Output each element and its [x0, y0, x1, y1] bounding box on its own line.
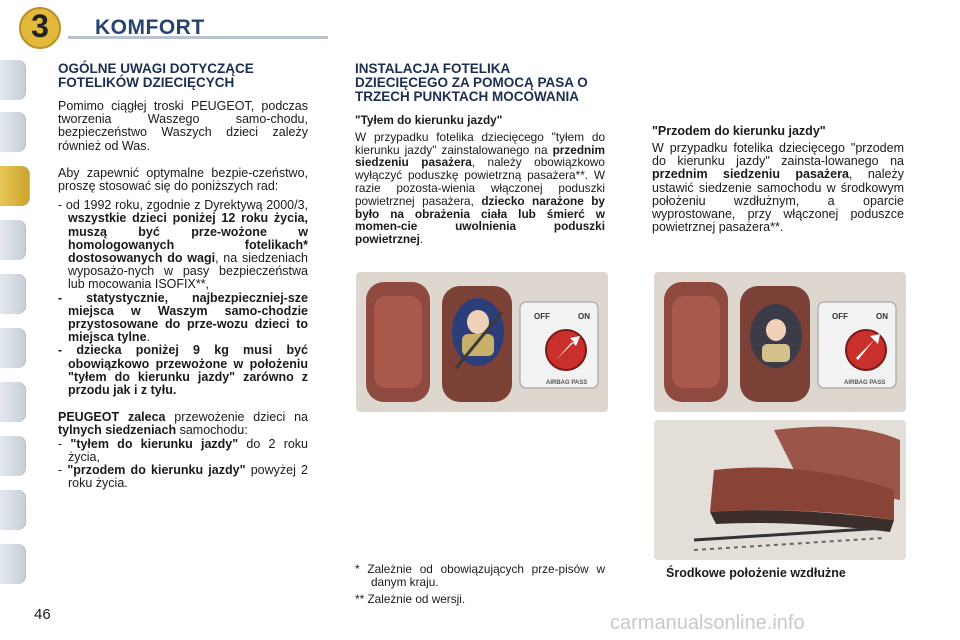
forward-facing-paragraph: W przypadku fotelika dziecięcego "przodem do kierunku jazdy" zainsta-lowanego na przednim siedzeniu pasażera, należy ustawić siedzenie samochodu w środkowym położeniu wzdłużnym, a oparcie wyprostowane, przy włączonej poduszce powietrznej pasażera**. — [652, 141, 904, 235]
footnotes — [355, 563, 605, 605]
chapter-title: KOMFORT — [95, 16, 205, 39]
switch-small-label-2: AIRBAG PASS — [844, 380, 886, 386]
chapter-tab-1[interactable] — [0, 60, 26, 100]
chapter-tab-4[interactable] — [0, 220, 26, 260]
subheading-forward-facing: "Przodem do kierunku jazdy" — [652, 124, 826, 138]
left-column — [58, 62, 308, 490]
middle-column — [355, 62, 605, 246]
watermark: carmanualsonline.info — [610, 612, 805, 634]
subheading-rear-facing: "Tyłem do kierunku jazdy" — [355, 113, 503, 127]
recommendation-rear-facing: - "tyłem do kierunku jazdy" do 2 roku życia, — [58, 436, 309, 464]
bullet-safest-seats: - statystycznie, najbezpieczniej-sze miejsca w Waszym samo-chodzie przystosowane do prze-wozu dzieci to miejsca tylne. — [58, 290, 308, 345]
chapter-tab-7[interactable] — [0, 382, 26, 422]
right-column — [652, 124, 904, 234]
chapter-number: 3 — [31, 8, 49, 44]
chapter-tab-6[interactable] — [0, 328, 26, 368]
seat-position-caption: Środkowe położenie wzdłużne — [666, 566, 846, 580]
intro-paragraph: Pomimo ciągłej troski PEUGEOT, podczas tworzenia Waszego samo-chodu, bezpieczeństwo Waszych dzieci zależy również od Was. — [58, 99, 308, 153]
chapter-tab-9[interactable] — [0, 490, 26, 530]
advice-paragraph: Aby zapewnić optymalne bezpie-czeństwo, proszę stosować się do poniższych rad: — [58, 165, 308, 194]
chapter-tab-8[interactable] — [0, 436, 26, 476]
switch-off-label-2: OFF — [832, 312, 848, 321]
switch-small-label-1: AIRBAG PASS — [546, 380, 588, 386]
chapter-tab-2[interactable] — [0, 112, 26, 152]
page-header — [0, 0, 960, 44]
airbag-switch-on-icon — [834, 322, 898, 376]
section-heading-general: OGÓLNE UWAGI DOTYCZĄCE FOTELIKÓW DZIECIĘCYCH — [58, 61, 254, 90]
switch-on-label-1: ON — [578, 312, 590, 321]
chapter-tab-10[interactable] — [0, 544, 26, 584]
switch-on-label-2: ON — [876, 312, 888, 321]
bullet-under-9kg: - dziecka poniżej 9 kg musi być obowiązkowo przewożone w położeniu "tyłem do kierunku jazdy" zarówno z przodu jak i z tyłu. — [58, 343, 308, 398]
section-heading-installation: INSTALACJA FOTELIKA DZIECIĘCEGO ZA POMOCĄ PASA O TRZECH PUNKTACH MOCOWANIA — [355, 61, 588, 104]
chapter-tab-5[interactable] — [0, 274, 26, 314]
footnote-1: * Zależnie od obowiązujących prze-pisów w danym kraju. — [355, 562, 605, 589]
seat-rail-photo — [654, 420, 906, 560]
rear-facing-paragraph: W przypadku fotelika dziecięcego "tyłem do kierunku jazdy" zainstalowanego na przednim siedzeniu pasażera, należy obowiązkowo wyłączyć poduszkę powietrzną pasażera**. W razie pozosta-wienia włączonej poduszki powietrznej pasażera, dziecko narażone by było na obrażenia ciała lub śmierć w momen-cie uwolnienia poduszki powietrznej. — [355, 129, 605, 247]
recommendation-paragraph: PEUGEOT zaleca przewożenie dzieci na tylnych siedzeniach samochodu: — [58, 410, 308, 438]
chapter-tab-3-active[interactable] — [0, 166, 30, 206]
footnote-2: ** Zależnie od wersji. — [355, 591, 466, 606]
bullet-directive: - od 1992 roku, zgodnie z Dyrektywą 2000/3, wszystkie dzieci poniżej 12 roku życia, muszą być prze-wożone w homologowanych fotelikach* dostosowanych do wagi, na siedzeniach wyposażo-nych w pasy bezpieczeństwa lub mocowania ISOFIX**, — [58, 198, 308, 292]
chapter-tabs — [0, 60, 30, 580]
recommendation-forward-facing: - "przodem do kierunku jazdy" powyżej 2 roku życia. — [58, 463, 308, 491]
page-number: 46 — [34, 606, 51, 623]
airbag-switch-off-icon — [536, 322, 600, 376]
switch-off-label-1: OFF — [534, 312, 550, 321]
